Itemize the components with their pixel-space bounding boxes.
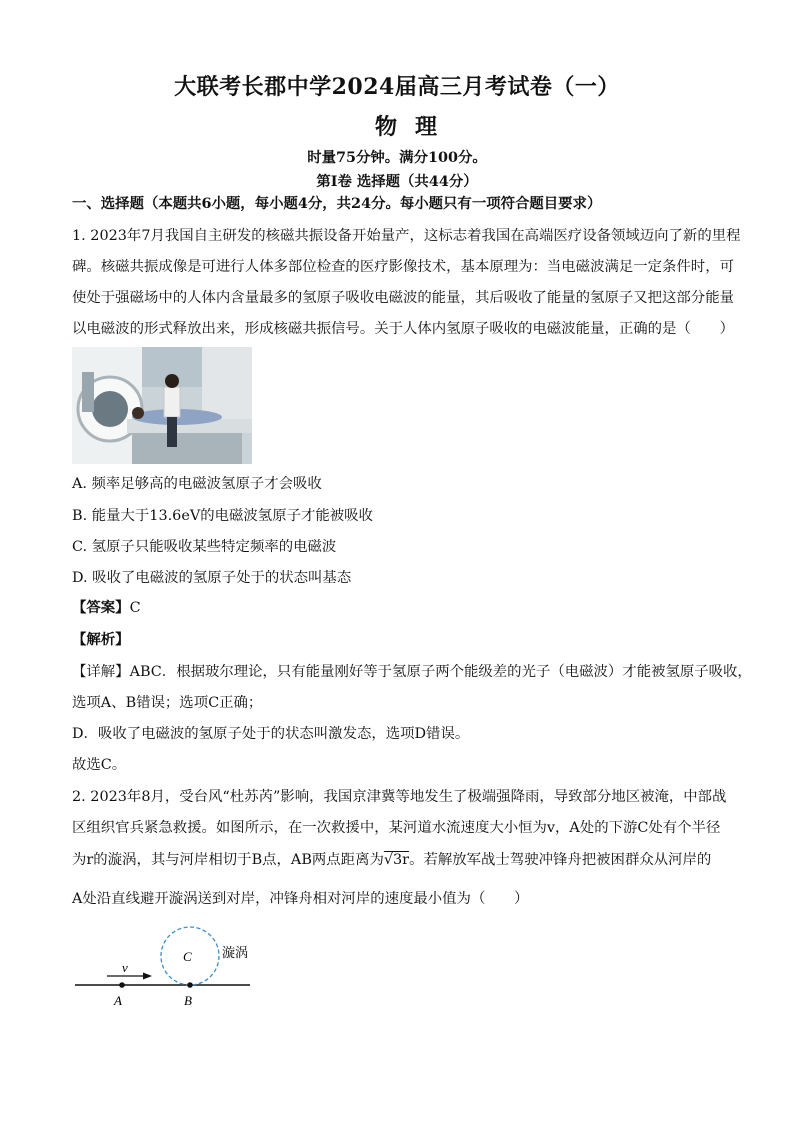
q1-detail-line: 选项A、B错误；选项C正确； bbox=[72, 695, 263, 711]
river-vortex-diagram bbox=[72, 924, 262, 1014]
q2-line3-part-a: 为r的漩涡，其与河岸相切于B点，AB两点距离为 bbox=[72, 852, 384, 868]
q1-detail-line: 【详解】ABC．根据玻尔理论，只有能量刚好等于氢原子两个能级差的光子（电磁波）才能被氢原子吸收， bbox=[72, 664, 752, 680]
analysis-label: 【解析】 bbox=[72, 631, 130, 648]
q1-detail-line: D．吸收了电磁波的氢原子处于的状态叫激发态，选项D错误。 bbox=[72, 726, 470, 742]
section-heading: 一、选择题（本题共6小题，每小题4分，共24分。每小题只有一项符合题目要求） bbox=[72, 195, 602, 212]
q2-stem-line: A处沿直线避开漩涡送到对岸，冲锋舟相对河岸的速度最小值为（ ） bbox=[72, 891, 529, 907]
q1-option-c: C. 氢原子只能吸收某些特定频率的电磁波 bbox=[72, 539, 337, 555]
q2-stem-line: 区组织官兵紧急救援。如图所示，在一次救援中，某河道水流速度大小恒为v，A处的下游C处有个半径 bbox=[72, 820, 721, 836]
mri-illustration bbox=[72, 347, 252, 464]
subject-title: 物理 bbox=[374, 114, 455, 140]
part-heading: 第Ⅰ卷 选择题（共44分） bbox=[316, 173, 478, 190]
b-label: B bbox=[184, 993, 192, 1008]
point-b bbox=[187, 982, 193, 988]
q1-stem-line: 碑。核磁共振成像是可进行人体多部位检查的医疗影像技术，基本原理为：当电磁波满足一定条件时，可 bbox=[72, 259, 734, 275]
river-vortex-figure bbox=[72, 924, 262, 1014]
q1-stem-line: 使处于强磁场中的人体内含量最多的氢原子吸收电磁波的能量，其后吸收了能量的氢原子又把这部分能量 bbox=[72, 290, 734, 306]
q1-option-a: A. 频率足够高的电磁波氢原子才会吸收 bbox=[72, 476, 322, 492]
sqrt-expression: √3r bbox=[383, 852, 410, 868]
q1-stem-line: 以电磁波的形式释放出来，形成核磁共振信号。关于人体内氢原子吸收的电磁波能量，正确的是（ ） bbox=[72, 321, 734, 337]
q1-detail-line: 故选C。 bbox=[72, 757, 127, 773]
q2-stem-line bbox=[72, 850, 711, 870]
q1-option-b: B. 能量大于13.6eV的电磁波氢原子才能被吸收 bbox=[72, 508, 373, 524]
q1-option-d: D. 吸收了电磁波的氢原子处于的状态叫基态 bbox=[72, 570, 352, 586]
q2-stem-line: 2. 2023年8月，受台风“杜苏芮”影响，我国京津冀等地发生了极端强降雨，导致部分地区被淹，中部战 bbox=[72, 789, 727, 805]
exam-title: 大联考长郡中学2024届高三月考试卷（一） bbox=[174, 74, 620, 100]
velocity-arrowhead bbox=[143, 973, 152, 980]
q1-stem-line: 1. 2023年7月我国自主研发的核磁共振设备开始量产，这标志着我国在高端医疗设备领域迈向了新的里程 bbox=[72, 228, 741, 244]
answer-label: 【答案】 bbox=[72, 599, 130, 616]
a-label: A bbox=[114, 993, 122, 1008]
point-a bbox=[119, 982, 125, 988]
c-label: C bbox=[183, 949, 192, 964]
q2-line3-part-b: 。若解放军战士驾驶冲锋舟把被困群众从河岸的 bbox=[409, 852, 712, 868]
mri-photo bbox=[72, 347, 252, 464]
vortex-label: 漩涡 bbox=[222, 946, 249, 961]
q1-answer bbox=[72, 598, 141, 618]
exam-timing: 时量75分钟。满分100分。 bbox=[307, 149, 487, 166]
v-label: v bbox=[122, 960, 128, 975]
answer-value: C bbox=[129, 600, 141, 616]
